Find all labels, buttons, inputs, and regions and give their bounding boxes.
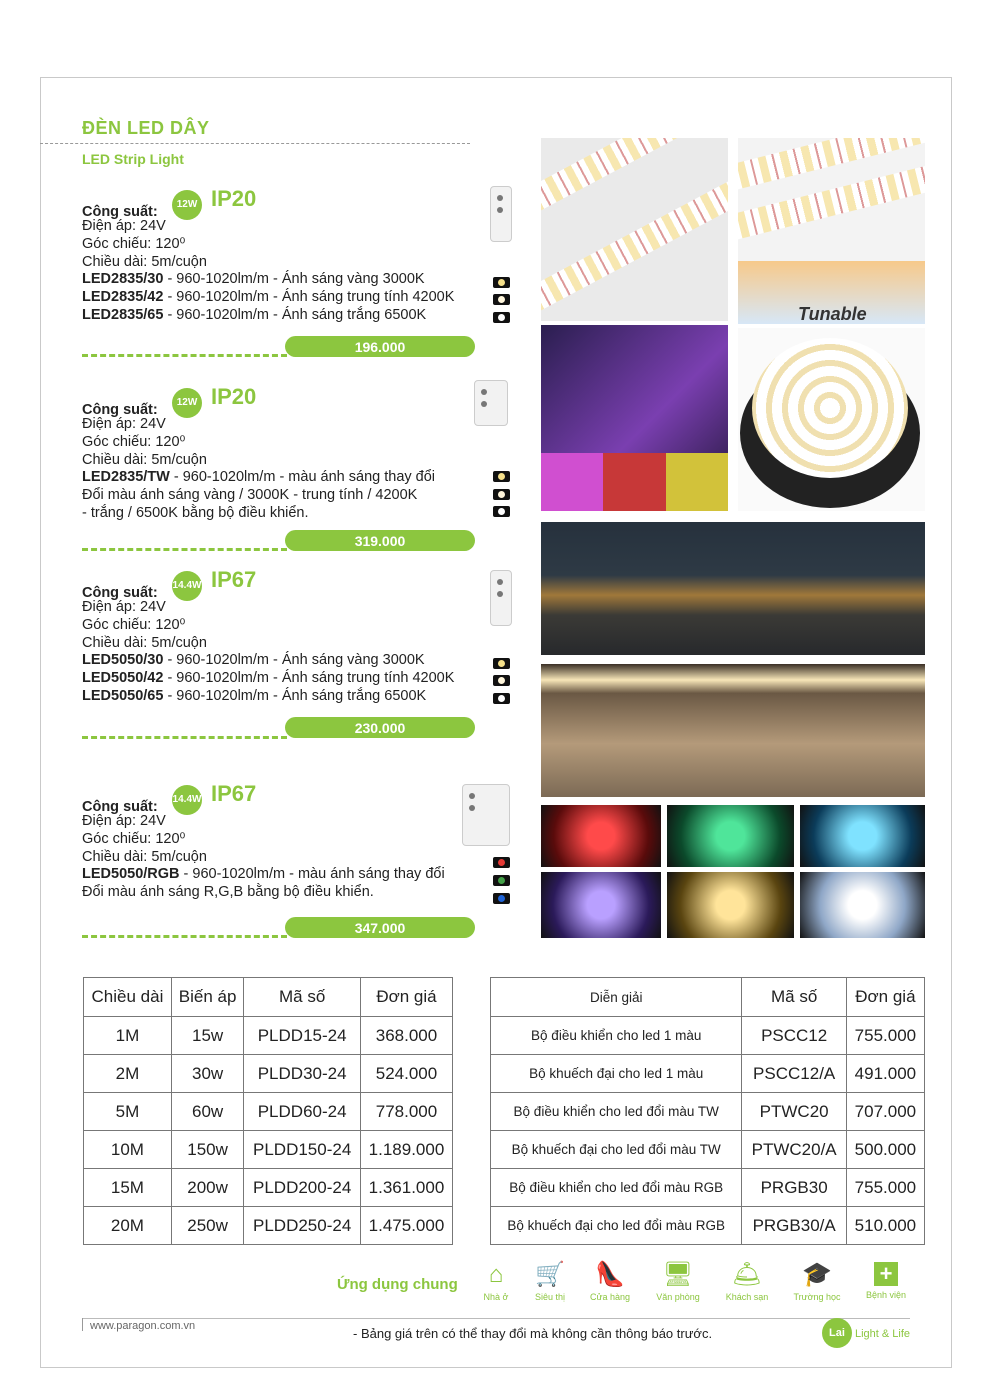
strip-reel-photo xyxy=(738,328,925,511)
watt-badge: 14.4W xyxy=(172,571,202,601)
table-row xyxy=(84,1131,453,1169)
footer-tick xyxy=(82,1318,83,1331)
model-line xyxy=(82,307,522,325)
color-swatch-warm xyxy=(493,658,510,669)
spec-line: Chiều dài: 5m/cuộn xyxy=(82,451,207,468)
monitor-icon: 🖥 xyxy=(662,1261,694,1288)
table-cell: 2M xyxy=(84,1055,172,1093)
price-note: - Bảng giá trên có thể thay đổi mà không cần thông báo trước. xyxy=(353,1326,713,1341)
table-row xyxy=(491,1207,925,1245)
model-code: LED5050/RGB xyxy=(82,866,180,883)
price-dash xyxy=(82,548,287,551)
remote-control-icon xyxy=(474,380,508,426)
table-cell: PTWC20 xyxy=(742,1093,846,1131)
table-cell: 10M xyxy=(84,1131,172,1169)
column-header: Mã số xyxy=(244,978,361,1017)
app-label: Khách sạn xyxy=(725,1292,769,1302)
model-desc: - 960-1020lm/m - Ánh sáng trung tính 4200K xyxy=(163,670,455,687)
app-item xyxy=(712,1262,782,1302)
table-cell: Bộ khuếch đại cho led đổi màu TW xyxy=(491,1131,742,1169)
color-swatch-warm xyxy=(493,471,510,482)
table-cell: 60w xyxy=(171,1093,243,1131)
color-swatch-white xyxy=(493,312,510,323)
model-line xyxy=(82,271,522,289)
table-row xyxy=(84,1055,453,1093)
table-cell: PLDD30-24 xyxy=(244,1055,361,1093)
price-tag: 196.000 xyxy=(285,336,475,357)
spec-line: Chiều dài: 5m/cuộn xyxy=(82,848,207,865)
green-strip-photo xyxy=(667,805,794,867)
violet-strip-photo xyxy=(541,872,661,938)
price-dash xyxy=(82,354,287,357)
graduation-cap-icon: 🎓 xyxy=(802,1261,832,1288)
price-tag: 347.000 xyxy=(285,917,475,938)
ip-rating: IP67 xyxy=(211,567,257,592)
spec-line: Góc chiếu: 120⁰ xyxy=(82,830,186,847)
app-label: Văn phòng xyxy=(656,1292,700,1302)
power-label: Công suất: xyxy=(82,402,158,418)
color-swatch-red xyxy=(493,857,510,868)
cyan-strip-photo xyxy=(800,805,925,867)
table-cell: Bộ khuếch đại cho led đổi màu RGB xyxy=(491,1207,742,1245)
color-swatch-neutral xyxy=(493,294,510,305)
table-cell: 524.000 xyxy=(360,1055,452,1093)
page-title: ĐÈN LED DÂY xyxy=(82,118,210,138)
table-cell: 1.361.000 xyxy=(360,1169,452,1207)
table-cell: 1.189.000 xyxy=(360,1131,452,1169)
table-cell: 368.000 xyxy=(360,1017,452,1055)
color-swatch-green xyxy=(493,875,510,886)
power-supply-table xyxy=(83,977,453,1245)
spec-line: Góc chiếu: 120⁰ xyxy=(82,616,186,633)
house-icon: ⌂ xyxy=(488,1261,504,1288)
column-header: Chiều dài xyxy=(84,978,172,1017)
table-row xyxy=(491,1169,925,1207)
rgb-remote-control-icon xyxy=(462,784,510,846)
table-cell: Bộ điều khiển cho led 1 màu xyxy=(491,1017,742,1055)
model-line xyxy=(82,866,522,884)
model-desc: - 960-1020lm/m - Ánh sáng vàng 3000K xyxy=(163,652,425,669)
table-cell: 755.000 xyxy=(846,1169,924,1207)
extra-line: Đổi màu ánh sáng vàng / 3000K - trung tính / 4200K xyxy=(82,487,418,504)
shoe-icon: 👠 xyxy=(595,1261,625,1288)
spec-line: Điện áp: 24V xyxy=(82,599,166,615)
model-code: LED2835/42 xyxy=(82,289,164,306)
table-row xyxy=(84,1017,453,1055)
table-cell: 1M xyxy=(84,1017,172,1055)
table-cell: Bộ khuếch đại cho led 1 màu xyxy=(491,1055,742,1093)
model-code: LED2835/30 xyxy=(82,271,164,288)
spec-line: Góc chiếu: 120⁰ xyxy=(82,433,186,450)
table-row xyxy=(491,1055,925,1093)
ip-rating: IP20 xyxy=(211,186,257,211)
product-block xyxy=(82,567,522,706)
table-row xyxy=(491,1017,925,1055)
medical-cross-icon: + xyxy=(874,1262,898,1286)
brand-tagline: Light & Life xyxy=(855,1328,911,1340)
model-line xyxy=(82,289,522,307)
model-desc: - 960-1020lm/m - Ánh sáng trắng 6500K xyxy=(163,687,427,704)
table-cell: 491.000 xyxy=(846,1055,924,1093)
table-cell: 778.000 xyxy=(360,1093,452,1131)
table-cell: PLDD15-24 xyxy=(244,1017,361,1055)
table-cell: PSCC12 xyxy=(742,1017,846,1055)
extra-line: - trắng / 6500K bằng bộ điều khiển. xyxy=(82,504,309,521)
product-block xyxy=(82,781,522,902)
color-swatch-neutral xyxy=(493,489,510,500)
table-cell: 510.000 xyxy=(846,1207,924,1245)
white-strip-photo xyxy=(800,872,925,938)
app-label: Trường học xyxy=(793,1292,841,1302)
color-swatch-neutral xyxy=(493,675,510,686)
title-divider xyxy=(40,143,470,144)
table-cell: 200w xyxy=(171,1169,243,1207)
color-swatch-blue xyxy=(493,893,510,904)
red-strip-photo xyxy=(541,805,661,867)
table-cell: 1.475.000 xyxy=(360,1207,452,1245)
column-header: Đơn giá xyxy=(360,978,452,1017)
price-dash xyxy=(82,935,287,938)
color-swatch-white xyxy=(493,693,510,704)
table-cell: 150w xyxy=(171,1131,243,1169)
table-cell: Bộ điều khiển cho led đổi màu TW xyxy=(491,1093,742,1131)
model-code: LED2835/TW xyxy=(82,469,170,486)
column-header: Biến áp xyxy=(171,978,243,1017)
remote-control-icon xyxy=(490,570,512,626)
table-cell: PRGB30/A xyxy=(742,1207,846,1245)
bellboy-icon: 🛎 xyxy=(731,1261,763,1288)
app-label: Nhà ở xyxy=(483,1292,509,1302)
spec-line: Chiều dài: 5m/cuộn xyxy=(82,634,207,651)
app-item xyxy=(851,1262,921,1300)
watt-badge: 12W xyxy=(172,388,202,418)
product-block xyxy=(82,384,522,523)
extra-line: Đổi màu ánh sáng R,G,B bằng bộ điều khiển. xyxy=(82,884,374,901)
table-cell: 707.000 xyxy=(846,1093,924,1131)
ip-rating: IP20 xyxy=(211,384,257,409)
model-desc: - 960-1020lm/m - màu ánh sáng thay đổi xyxy=(179,866,445,883)
watt-badge: 12W xyxy=(172,190,202,220)
price-tag: 230.000 xyxy=(285,717,475,738)
app-label: Cửa hàng xyxy=(589,1292,631,1302)
table-cell: PLDD200-24 xyxy=(244,1169,361,1207)
model-line xyxy=(82,688,522,706)
table-cell: Bộ điều khiển cho led đổi màu RGB xyxy=(491,1169,742,1207)
table-row xyxy=(84,1207,453,1245)
footer-divider xyxy=(82,1318,910,1319)
price-dash xyxy=(82,736,287,739)
website-link[interactable]: www.paragon.com.vn xyxy=(90,1320,196,1332)
model-code: LED5050/65 xyxy=(82,687,164,704)
price-tag: 319.000 xyxy=(285,530,475,551)
app-item xyxy=(575,1262,645,1302)
tunable-strip-photo xyxy=(738,138,925,324)
model-line xyxy=(82,469,522,487)
model-desc: - 960-1020lm/m - Ánh sáng vàng 3000K xyxy=(163,271,425,288)
app-label: Siêu thị xyxy=(534,1292,566,1302)
app-item xyxy=(643,1262,713,1302)
model-code: LED5050/42 xyxy=(82,670,164,687)
model-line xyxy=(82,670,522,688)
spec-line: Điện áp: 24V xyxy=(82,218,166,234)
table-cell: PSCC12/A xyxy=(742,1055,846,1093)
watt-badge: 14.4W xyxy=(172,785,202,815)
cart-icon: 🛒 xyxy=(535,1261,565,1288)
brand-logo: Lai xyxy=(822,1318,852,1348)
power-label: Công suất: xyxy=(82,799,158,815)
table-row xyxy=(491,1131,925,1169)
yellow-strip-photo xyxy=(667,872,794,938)
table-cell: 5M xyxy=(84,1093,172,1131)
table-row xyxy=(491,1093,925,1131)
spec-line: Điện áp: 24V xyxy=(82,416,166,432)
tunable-label: Tunable xyxy=(798,304,867,324)
table-cell: 250w xyxy=(171,1207,243,1245)
model-desc: - 960-1020lm/m - màu ánh sáng thay đổi xyxy=(169,469,436,486)
model-code: LED5050/30 xyxy=(82,652,164,669)
model-line xyxy=(82,652,522,670)
color-swatch-warm xyxy=(493,277,510,288)
remote-control-icon xyxy=(490,186,512,242)
app-item xyxy=(782,1262,852,1302)
table-cell: PTWC20/A xyxy=(742,1131,846,1169)
table-row xyxy=(84,1169,453,1207)
purple-room-photo xyxy=(541,325,728,511)
column-header: Mã số xyxy=(742,978,846,1017)
app-label: Bệnh viện xyxy=(865,1290,907,1300)
table-cell: 20M xyxy=(84,1207,172,1245)
table-cell: 15w xyxy=(171,1017,243,1055)
model-desc: - 960-1020lm/m - Ánh sáng trắng 6500K xyxy=(163,306,427,323)
power-label: Công suất: xyxy=(82,204,158,220)
table-cell: PRGB30 xyxy=(742,1169,846,1207)
column-header: Đơn giá xyxy=(846,978,924,1017)
page-subtitle: LED Strip Light xyxy=(82,151,184,167)
table-cell: PLDD60-24 xyxy=(244,1093,361,1131)
table-cell: 15M xyxy=(84,1169,172,1207)
building-exterior-photo xyxy=(541,522,925,655)
color-swatch-white xyxy=(493,506,510,517)
column-header: Diễn giải xyxy=(491,978,742,1017)
spec-line: Góc chiếu: 120⁰ xyxy=(82,235,186,252)
applications-label: Ứng dụng chung xyxy=(337,1276,458,1293)
product-block xyxy=(82,186,522,325)
spec-line: Điện áp: 24V xyxy=(82,813,166,829)
table-cell: PLDD150-24 xyxy=(244,1131,361,1169)
table-cell: 755.000 xyxy=(846,1017,924,1055)
table-row xyxy=(84,1093,453,1131)
controller-table xyxy=(490,977,925,1245)
table-cell: PLDD250-24 xyxy=(244,1207,361,1245)
model-desc: - 960-1020lm/m - Ánh sáng trung tính 4200K xyxy=(163,289,455,306)
table-cell: 30w xyxy=(171,1055,243,1093)
led-strip-photo xyxy=(541,138,728,321)
power-label: Công suất: xyxy=(82,585,158,601)
spec-line: Chiều dài: 5m/cuộn xyxy=(82,253,207,270)
interior-room-photo xyxy=(541,664,925,797)
model-code: LED2835/65 xyxy=(82,306,164,323)
table-cell: 500.000 xyxy=(846,1131,924,1169)
ip-rating: IP67 xyxy=(211,781,257,806)
